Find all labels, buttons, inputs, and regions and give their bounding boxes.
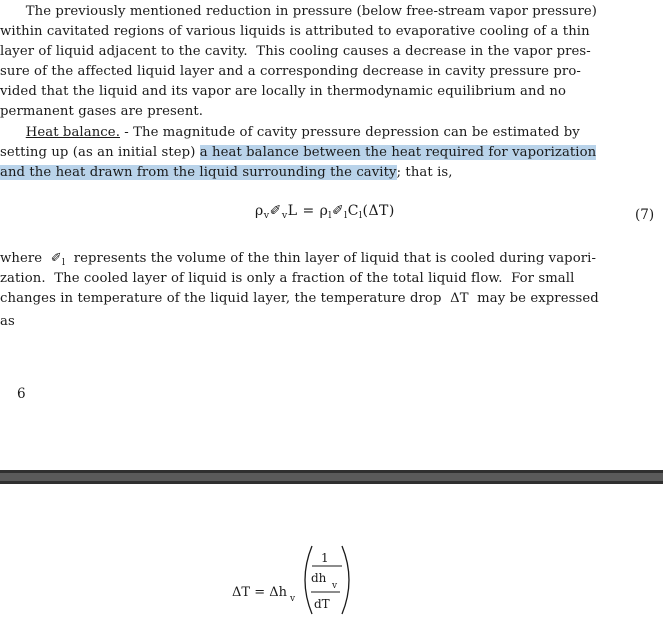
sub-v-2: v: [281, 210, 288, 221]
equation-number-7: (7): [635, 207, 655, 223]
paragraph2-line2: zation. The cooled layer of liquid is only a fraction of the total liquid flow. For small: [0, 271, 575, 286]
paragraph1-line3: layer of liquid adjacent to the cavity. This cooling causes a decrease in the vapor pres-: [0, 44, 591, 59]
page-number: 6: [17, 386, 26, 402]
paragraph1-line5: vided that the liquid and its vapor are locally in thermodynamic equilibrium and no: [0, 84, 567, 99]
volume-symbol-v: ✐: [269, 203, 282, 219]
page-gap-shadow: [0, 473, 663, 481]
heat-balance-line3-plain: ; that is,: [396, 165, 453, 180]
right-paren: [342, 546, 349, 614]
volume-sub-l: l: [61, 257, 66, 268]
volume-symbol: ✐: [50, 251, 62, 266]
sub-l: l: [328, 210, 332, 221]
rho-v: ρ: [255, 203, 264, 219]
sub-v: v: [263, 210, 270, 221]
rho-l: ρ: [319, 203, 329, 219]
delta-t: (ΔT): [362, 203, 395, 219]
volume-symbol-l: ✐: [331, 203, 345, 219]
paragraph1-line4: sure of the affected liquid layer and a corresponding decrease in cavity pressure pro-: [0, 64, 581, 79]
sub-l-2: l: [344, 210, 348, 221]
equals: =: [302, 203, 315, 219]
eq-lhs: ΔT = Δh: [232, 585, 287, 600]
fraction-svg: [232, 540, 372, 620]
eq-denom-top: dh: [311, 571, 327, 585]
heat-balance-line2: [0, 143, 663, 163]
eq-denom-bottom: dT: [314, 597, 330, 611]
specific-heat: C: [347, 203, 359, 219]
sub-l-3: l: [358, 210, 363, 221]
eq-numerator: 1: [321, 551, 329, 565]
paragraph2-line4: as: [0, 314, 15, 329]
heat-balance-line3: [0, 163, 663, 183]
paragraph2-line1-rest: represents the volume of the thin layer of liquid that is cooled during vapori-: [73, 251, 597, 266]
equation-delta-t: [232, 540, 372, 620]
heat-balance-line1-rest: - The magnitude of cavity pressure depression can be estimated by: [119, 125, 580, 140]
paragraph1-line6: permanent gases are present.: [0, 104, 204, 119]
latent-heat: L: [287, 203, 298, 219]
heat-balance-line1: [0, 123, 663, 143]
equation-7: [255, 203, 395, 221]
selected-text-2[interactable]: and the heat drawn from the liquid surrounding the cavity: [0, 165, 397, 180]
where-word: where: [0, 251, 43, 266]
paragraph1-line1: The previously mentioned reduction in pressure (below free-stream vapor pressure): [0, 4, 597, 19]
paragraph1-line2: within cavitated regions of various liquids is attributed to evaporative cooling of a thin: [0, 24, 590, 39]
heat-balance-line2-plain: setting up (as an initial step): [0, 145, 200, 160]
heat-balance-heading: Heat balance.: [25, 125, 120, 140]
selected-text-1[interactable]: a heat balance between the heat required for vaporization: [199, 145, 597, 160]
eq-lhs-sub: v: [290, 594, 296, 604]
eq-denom-top-sub: v: [332, 581, 338, 591]
paragraph2-line3: changes in temperature of the liquid layer, the temperature drop ΔT may be expressed: [0, 291, 599, 306]
